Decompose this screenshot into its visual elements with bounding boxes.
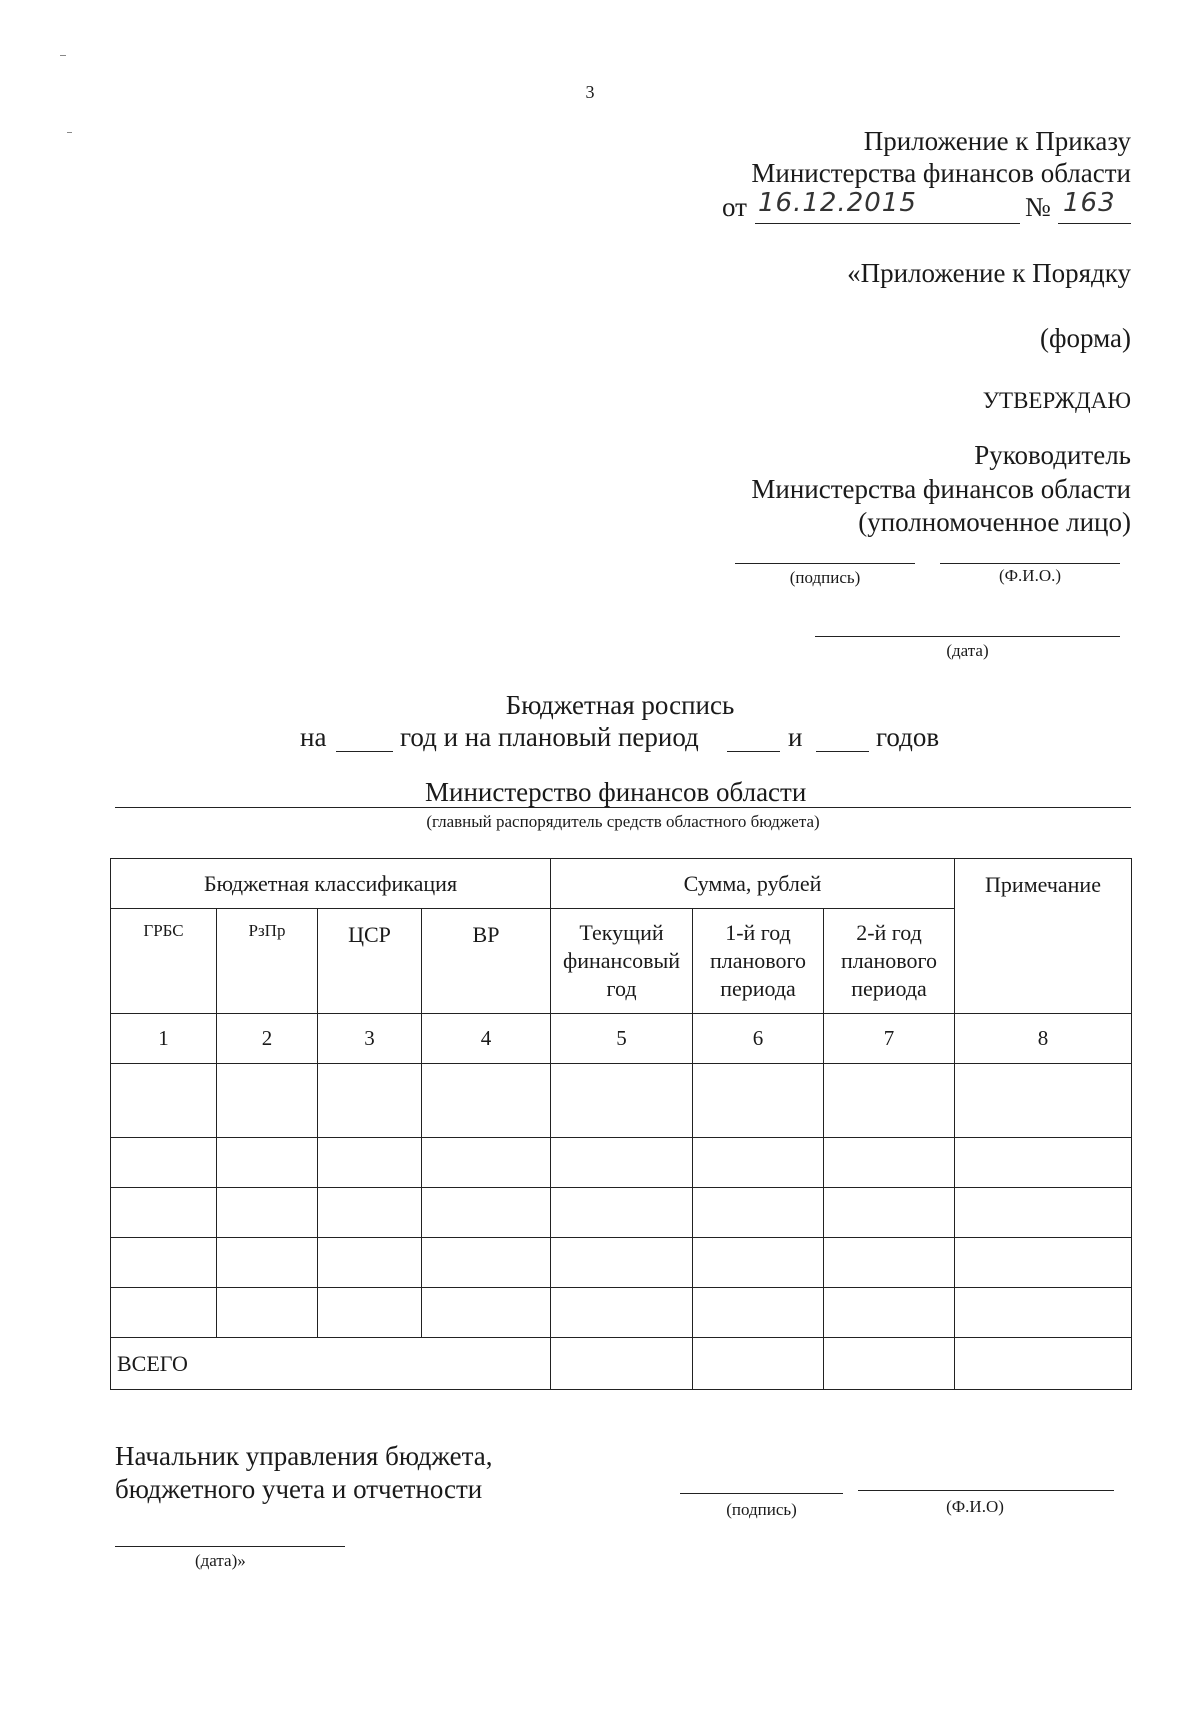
col-rzpr-label: РзПр — [248, 921, 286, 940]
table-cell[interactable] — [824, 1138, 955, 1188]
table-row — [111, 1238, 1132, 1288]
footer-name-caption: (Ф.И.О) — [946, 1497, 1004, 1516]
footer-head-line-2: бюджетного учета и отчетности — [115, 1474, 483, 1504]
title-years: годов — [876, 722, 940, 752]
footer-signature-line — [680, 1493, 843, 1494]
col-current-year-line-1: Текущий — [579, 920, 664, 945]
approval-signature-line — [735, 563, 915, 564]
table-cell[interactable] — [318, 1288, 422, 1338]
col-number-cell: 3 — [318, 1014, 422, 1064]
title-and: и — [788, 722, 803, 752]
table-cell[interactable] — [217, 1238, 318, 1288]
organization-name: Министерство финансов области — [425, 777, 807, 807]
table-cell[interactable] — [318, 1188, 422, 1238]
approval-date-line — [815, 636, 1120, 637]
table-cell[interactable] — [551, 1064, 693, 1138]
approval-signature-caption: (подпись) — [789, 568, 861, 587]
col-first-plan-year-line-1: 1-й год — [725, 920, 791, 945]
total-label-cell — [111, 1338, 551, 1390]
header-sum-label: Сумма, рублей — [683, 870, 822, 896]
header-note-label: Примечание — [985, 872, 1101, 897]
table-cell[interactable] — [111, 1238, 217, 1288]
title-na: на — [300, 722, 327, 752]
table-row — [111, 1064, 1132, 1138]
col-current-year-line-3: год — [606, 976, 637, 1001]
table-cell[interactable] — [551, 1138, 693, 1188]
col-csr — [318, 909, 422, 1014]
col-current-year-line-2: финансовый — [562, 948, 681, 973]
appendix-date-handwritten: 16.12.2015 — [758, 188, 917, 218]
col-first-plan-year-line-2: планового — [710, 948, 807, 973]
table-cell[interactable] — [824, 1288, 955, 1338]
table-cell[interactable] — [217, 1138, 318, 1188]
table-cell[interactable] — [422, 1138, 551, 1188]
col-grbs — [111, 909, 217, 1014]
table-cell[interactable] — [217, 1288, 318, 1338]
table-cell[interactable] — [318, 1238, 422, 1288]
table-cell[interactable] — [693, 1188, 824, 1238]
table-cell[interactable] — [422, 1238, 551, 1288]
table-cell[interactable] — [693, 1288, 824, 1338]
col-second-plan-year-line-2: планового — [841, 948, 938, 973]
col-number-cell: 8 — [955, 1014, 1132, 1064]
appendix-number-handwritten: 163 — [1063, 188, 1116, 218]
col-number-cell: 6 — [693, 1014, 824, 1064]
col-first-plan-year — [693, 909, 824, 1014]
footer-signature-caption: (подпись) — [726, 1500, 797, 1519]
procedure-reference: «Приложение к Порядку — [847, 258, 1131, 288]
form-label: (форма) — [1040, 323, 1131, 353]
approval-date-caption: (дата) — [946, 641, 989, 660]
table-cell[interactable] — [955, 1238, 1132, 1288]
approval-line-2: Министерства финансов области — [751, 474, 1131, 504]
footer-head-line-1: Начальник управления бюджета, — [115, 1441, 493, 1471]
col-second-plan-year-line-3: периода — [851, 976, 927, 1001]
table-cell[interactable] — [318, 1064, 422, 1138]
document-title: Бюджетная роспись — [505, 690, 735, 720]
footer-date-caption: (дата)» — [195, 1551, 246, 1570]
col-number-cell: 4 — [422, 1014, 551, 1064]
col-first-plan-year-line-3: периода — [720, 976, 796, 1001]
footer-name-line — [858, 1490, 1114, 1491]
title-plan-year-1-blank — [727, 751, 780, 752]
table-cell[interactable] — [955, 1138, 1132, 1188]
organization-line — [115, 807, 1131, 808]
appendix-date-line — [755, 223, 1020, 224]
total-row — [111, 1338, 1132, 1390]
header-budget-classification — [111, 859, 551, 909]
total-second-plan-year-cell[interactable] — [824, 1338, 955, 1390]
approval-name-line — [940, 563, 1120, 564]
table-row — [111, 1188, 1132, 1238]
col-vr — [422, 909, 551, 1014]
organization-caption: (главный распорядитель средств областного бюджета) — [426, 812, 820, 831]
col-vr-label: ВР — [472, 922, 500, 947]
table-row — [111, 1138, 1132, 1188]
total-first-plan-year-cell[interactable] — [693, 1338, 824, 1390]
appendix-number-label: № — [1025, 192, 1051, 222]
appendix-line-2: Министерства финансов области — [751, 158, 1131, 188]
table-cell[interactable] — [551, 1238, 693, 1288]
footer-date-line — [115, 1546, 345, 1547]
total-label: ВСЕГО — [117, 1350, 188, 1376]
table-cell[interactable] — [422, 1188, 551, 1238]
approval-heading: УТВЕРЖДАЮ — [982, 388, 1131, 413]
header-sum — [551, 859, 955, 909]
table-cell[interactable] — [824, 1064, 955, 1138]
scan-speck — [67, 132, 72, 133]
budget-table — [110, 858, 1132, 1390]
table-cell[interactable] — [955, 1188, 1132, 1238]
appendix-number-line — [1058, 223, 1131, 224]
col-current-year — [551, 909, 693, 1014]
col-grbs-label: ГРБС — [143, 921, 184, 940]
scan-speck — [60, 55, 66, 56]
table-cell[interactable] — [318, 1138, 422, 1188]
table-row — [111, 1288, 1132, 1338]
table-cell[interactable] — [693, 1064, 824, 1138]
table-cell[interactable] — [111, 1288, 217, 1338]
title-year-blank — [336, 751, 393, 752]
table-cell[interactable] — [422, 1288, 551, 1338]
total-current-year-cell[interactable] — [551, 1338, 693, 1390]
table-cell[interactable] — [422, 1064, 551, 1138]
table-cell[interactable] — [824, 1188, 955, 1238]
table-cell[interactable] — [551, 1188, 693, 1238]
title-year-text: год и на плановый период — [400, 722, 699, 752]
table-cell[interactable] — [217, 1188, 318, 1238]
table-cell[interactable] — [111, 1188, 217, 1238]
column-number-row — [111, 1014, 1132, 1064]
col-csr-label: ЦСР — [348, 922, 391, 947]
table-cell[interactable] — [693, 1238, 824, 1288]
table-cell[interactable] — [824, 1238, 955, 1288]
col-number-cell: 7 — [824, 1014, 955, 1064]
header-note — [955, 859, 1132, 1014]
table-cell[interactable] — [217, 1064, 318, 1138]
table-cell[interactable] — [551, 1288, 693, 1338]
col-second-plan-year — [824, 909, 955, 1014]
table-cell[interactable] — [693, 1138, 824, 1188]
col-rzpr — [217, 909, 318, 1014]
appendix-from-label: от — [722, 192, 747, 222]
table-cell[interactable] — [955, 1288, 1132, 1338]
approval-name-caption: (Ф.И.О.) — [998, 566, 1062, 585]
col-number-cell: 5 — [551, 1014, 693, 1064]
approval-line-3: (уполномоченное лицо) — [858, 507, 1131, 537]
table-cell[interactable] — [111, 1138, 217, 1188]
col-second-plan-year-line-1: 2-й год — [856, 920, 922, 945]
col-number-cell: 1 — [111, 1014, 217, 1064]
title-plan-year-2-blank — [816, 751, 869, 752]
approval-line-1: Руководитель — [974, 440, 1131, 470]
table-cell[interactable] — [955, 1064, 1132, 1138]
col-number-cell: 2 — [217, 1014, 318, 1064]
appendix-line-1: Приложение к Приказу — [863, 126, 1131, 156]
table-cell[interactable] — [111, 1064, 217, 1138]
page-number: 3 — [585, 82, 595, 102]
total-note-cell[interactable] — [955, 1338, 1132, 1390]
header-budget-classification-label: Бюджетная классификация — [203, 870, 458, 896]
